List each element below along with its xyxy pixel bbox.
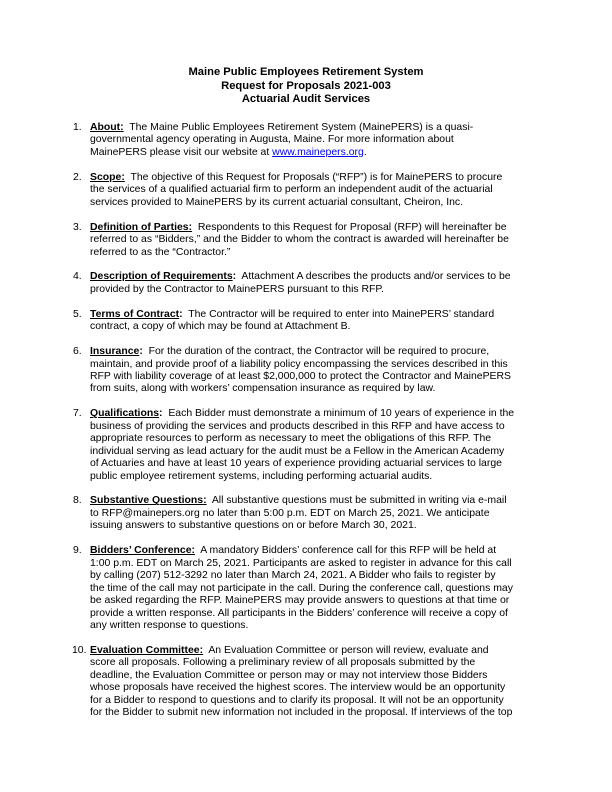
- section-text: individual serving as lead actuary for the audit must be a Fellow in the American Academy: [90, 445, 505, 457]
- section-text: For the duration of the contract, the Contractor will be required to procure,: [148, 346, 490, 358]
- section-scope: 2. Scope: The objective of this Request for Proposals (“RFP”) is for MainePERS to procure the services of a qualified actuarial firm to perform an independent audit of the actuarial services provided to MainePERS by its current actuarial consultant, Cheiron, Inc.: [73, 172, 543, 209]
- section-number: 5.: [73, 308, 82, 320]
- section-text: from suits, along with workers’ compensation insurance as required by law.: [90, 383, 436, 395]
- section-about: 1. About: The Maine Public Employees Retirement System (MainePERS) is a quasi- governmental agency operating in Augusta, Maine. For more information about MainePERS please visit our website at www.mainepers.org.: [73, 122, 543, 159]
- section-text: provide a written response. All participants in the Bidders’ conference will receive a copy of: [90, 607, 508, 619]
- section-text: Each Bidder must demonstrate a minimum of 10 years of experience in the: [168, 408, 515, 420]
- section-substantive-questions: 8. Substantive Questions: All substantive questions must be submitted in writing via e-mail to RFP@mainepers.org no later than 5:00 p.m. EDT on March 25, 2021. We anticipate issuing answers to substantive questions on or before March 30, 2021.: [73, 495, 543, 532]
- document-title: [0, 66, 612, 107]
- section-text: for a Bidder to respond to questions and to clarify its proposal. It will not be an opportunity: [90, 694, 504, 706]
- section-text: contract, a copy of which may be found at Attachment B.: [90, 321, 351, 333]
- title-line-organization: Maine Public Employees Retirement System: [188, 66, 424, 78]
- section-number: 1.: [73, 122, 82, 133]
- website-link[interactable]: www.mainepers.org: [272, 146, 364, 158]
- section-number: 4.: [73, 271, 82, 283]
- section-number: 7.: [73, 408, 82, 420]
- section-heading: Description of Requirements: [90, 271, 233, 283]
- section-text: score all proposals. Following a preliminary review of all proposals submitted by the: [90, 657, 476, 669]
- section-number: 6.: [73, 346, 82, 358]
- section-description-of-requirements: 4. Description of Requirements: Attachment A describes the products and/or services to be provided by the Contractor to MainePERS pursuant to this RFP.: [73, 271, 543, 296]
- section-text: by calling (207) 512-3292 no later than March 24, 2021. A Bidder who fails to register by: [90, 570, 496, 582]
- section-text: for the Bidder to submit new information not included in the proposal. If interviews of the top: [90, 707, 513, 719]
- section-heading: Insurance: [90, 346, 140, 358]
- section-text: RFP with liability coverage of at least $2,000,000 to protect the Contractor and MainePERS: [90, 370, 512, 382]
- section-heading: Bidders’ Conference: [90, 545, 192, 557]
- section-definition-of-parties: 3. Definition of Parties: Respondents to this Request for Proposal (RFP) will hereinafter be referred to as “Bidders,” and the Bidder to whom the contract is awarded will hereinafter be referred to as the “Contractor.”: [73, 222, 543, 259]
- section-text: maintain, and provide proof of a liability policy encompassing the services described in this: [90, 358, 508, 370]
- section-number: 8.: [73, 495, 82, 507]
- title-line-rfp-number: Request for Proposals 2021-003: [221, 79, 391, 92]
- section-text: The Maine Public Employees Retirement System (MainePERS) is a quasi-: [129, 122, 474, 133]
- section-text: business of providing the services and products described in this RFP and have access to: [90, 420, 505, 432]
- section-text: public employee retirement systems, including performing actuarial audits.: [90, 470, 433, 482]
- section-text: MainePERS please visit our website at: [90, 146, 273, 158]
- section-heading: Terms of Contract: [90, 308, 180, 320]
- section-insurance: 6. Insurance: For the duration of the contract, the Contractor will be required to procure, maintain, and provide proof of a liability policy encompassing the services described in this RFP with liability coverage of at least $2,000,000 to protect the Contractor and MainePERS from suits, along with workers’ compensation insurance as required by law.: [73, 346, 543, 396]
- section-text: be asked regarding the RFP. MainePERS may provide answers to questions at that time or: [90, 595, 510, 607]
- section-text: Attachment A describes the products and/or services to be: [241, 271, 511, 283]
- section-text: issuing answers to substantive questions on or before March 30, 2021.: [90, 520, 417, 532]
- section-number: 10.: [72, 644, 87, 656]
- section-text: whose proposals have received the highest scores. The interview would be an opportunity: [90, 682, 506, 694]
- section-text: services provided to MainePERS by its current actuarial consultant, Cheiron, Inc.: [90, 196, 464, 208]
- section-text: referred to as “Bidders,” and the Bidder to whom the contract is awarded will hereinafter be: [90, 234, 509, 246]
- section-text: The Contractor will be required to enter into MainePERS’ standard: [188, 308, 495, 320]
- section-text: referred to as the “Contractor.”: [90, 246, 231, 258]
- section-number: 3.: [73, 221, 82, 233]
- section-text: Respondents to this Request for Proposal (RFP) will hereinafter be: [197, 221, 507, 233]
- section-heading: Scope: [90, 171, 122, 183]
- section-text: A mandatory Bidders’ conference call for this RFP will be held at: [200, 545, 497, 557]
- section-text: to RFP@mainepers.org no later than 5:00 p.m. EDT on March 25, 2021. We anticipate: [90, 507, 490, 519]
- section-text: deadline, the Evaluation Committee or person may or may not interview those Bidders: [90, 669, 488, 681]
- section-text: All substantive questions must be submitted in writing via e-mail: [211, 495, 507, 507]
- section-text: any written response to questions.: [90, 620, 249, 631]
- section-qualifications: 7. Qualifications: Each Bidder must demonstrate a minimum of 10 years of experience in the business of providing the services and products described in this RFP and have access to appropriate resources to perform as necessary to meet the obligations of this RFP. The individual serving as lead actuary for the audit must be a Fellow in the American Academy of Actuaries and have at least 10 years of experience providing actuarial services to large public employee retirement systems, including performing actuarial audits.: [73, 408, 543, 483]
- section-heading: About: [90, 122, 121, 133]
- section-heading: Qualifications: [90, 408, 160, 420]
- section-heading: Substantive Questions: [90, 495, 204, 507]
- title-line-services: Actuarial Audit Services: [241, 93, 371, 106]
- section-text: 1:00 p.m. EDT on March 25, 2021. Participants are asked to register in advance for this call: [90, 557, 512, 569]
- section-text: governmental agency operating in Augusta, Maine. For more information about: [90, 134, 454, 146]
- section-text: of Actuaries and have at least 10 years of experience providing actuarial services to large: [90, 458, 502, 470]
- section-evaluation-committee: 10. Evaluation Committee: An Evaluation Committee or person will review, evaluate and score all proposals. Following a preliminary review of all proposals submitted by the deadline, the Evaluation Committee or person may or may not interview those Bidders whose proposals have received the highest scores. The interview would be an opportunity for a Bidder to respond to questions and to clarify its proposal. It will not be an opportunity for the Bidder to submit new information not included in the proposal. If interviews of the top: [73, 645, 543, 720]
- section-text: the services of a qualified actuarial firm to perform an independent audit of the actuarial: [90, 184, 493, 196]
- section-text: provided by the Contractor to MainePERS pursuant to this RFP.: [90, 283, 384, 295]
- section-heading: Definition of Parties: [90, 221, 189, 233]
- section-text: the time of the call may not participate in the call. During the conference call, questions may: [90, 582, 513, 594]
- section-number: 9.: [73, 545, 82, 557]
- section-number: 2.: [73, 171, 82, 183]
- section-text: An Evaluation Committee or person will review, evaluate and: [208, 644, 489, 656]
- section-bidders-conference: 9. Bidders’ Conference: A mandatory Bidders’ conference call for this RFP will be held at 1:00 p.m. EDT on March 25, 2021. Participants are asked to register in advance for this call by calling (207) 512-3292 no later than March 24, 2021. A Bidder who fails to register by the time of the call may not participate in the call. During the conference call, questions may be asked regarding the RFP. MainePERS may provide answers to questions at that time or provide a written response. All participants in the Bidders’ conference will receive a copy of any written response to questions.: [73, 545, 543, 632]
- section-text: appropriate resources to perform as necessary to meet the obligations of this RFP. The: [90, 433, 492, 445]
- section-terms-of-contract: 5. Terms of Contract: The Contractor will be required to enter into MainePERS’ standard contract, a copy of which may be found at Attachment B.: [73, 309, 543, 334]
- numbered-sections: [73, 122, 543, 732]
- section-text: The objective of this Request for Proposals (“RFP”) is for MainePERS to procure: [130, 171, 503, 183]
- section-heading: Evaluation Committee: [90, 644, 200, 656]
